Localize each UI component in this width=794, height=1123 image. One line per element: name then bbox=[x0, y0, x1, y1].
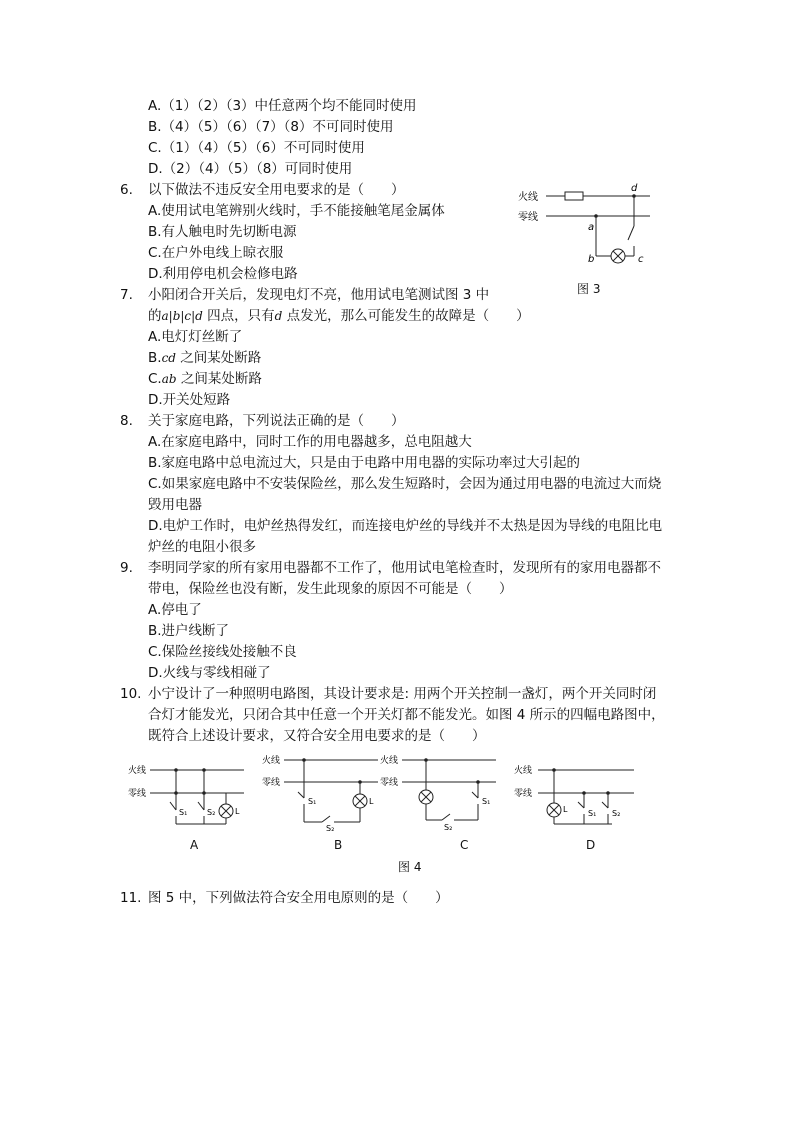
fig3-point-a: a bbox=[588, 222, 595, 233]
figure-4b-label: B bbox=[334, 838, 343, 852]
q7-option-a: A.电灯灯丝断了 bbox=[148, 329, 243, 345]
q7-option-b-var: cd bbox=[161, 351, 176, 365]
q8-option-b: B.家庭电路中总电流过大，只是由于电路中用电器的实际功率过大引起的 bbox=[148, 455, 581, 471]
figure-4b-circuit bbox=[260, 752, 380, 832]
q7-option-c-var: ab bbox=[161, 372, 177, 386]
q8-option-a: A.在家庭电路中，同时工作的用电器越多，总电阻越大 bbox=[148, 434, 472, 450]
figure-4d-circuit bbox=[512, 760, 636, 830]
fig4a-neutral-label: 零线 bbox=[128, 789, 147, 799]
q6-option-c: C.在户外电线上晾衣服 bbox=[148, 245, 284, 261]
q10-stem-line1: 小宁设计了一种照明电路图，其设计要求是: 用两个开关控制一盏灯，两个开关同时闭 bbox=[148, 686, 657, 702]
fig4b-s2-label: S₂ bbox=[326, 824, 335, 832]
figure-4d-label: D bbox=[586, 838, 596, 852]
fig3-point-c: c bbox=[638, 254, 644, 265]
q7-stem2-pre: 的 bbox=[148, 308, 162, 324]
fig4c-s2-label: S₂ bbox=[444, 823, 453, 832]
fig4d-s1-label: S₁ bbox=[588, 809, 597, 818]
q11-stem: 图 5 中，下列做法符合安全用电原则的是（ ） bbox=[148, 890, 449, 906]
q9-option-b: B.进户线断了 bbox=[148, 623, 230, 639]
fig4c-neutral-label: 零线 bbox=[380, 778, 399, 788]
fig4a-s1-label: S₁ bbox=[179, 808, 188, 817]
q9-stem-line2: 带电，保险丝也没有断，发生此现象的原因不可能是（ ） bbox=[148, 581, 513, 597]
fig4b-lamp-label: L bbox=[369, 797, 374, 806]
fig4d-s2-label: S₂ bbox=[612, 809, 621, 818]
q9-option-a: A.停电了 bbox=[148, 602, 202, 618]
q7-point-d: d bbox=[274, 309, 283, 323]
q10-stem-line3: 既符合上述设计要求，又符合安全用电要求的是（ ） bbox=[148, 728, 486, 744]
q7-stem-line2 bbox=[148, 306, 530, 326]
q8-option-d-line1: D.电炉工作时，电炉丝热得发红，而连接电炉丝的导线并不太热是因为导线的电阻比电 bbox=[148, 518, 663, 534]
q7-stem2-mid: 四点，只有 bbox=[202, 308, 275, 324]
fig4d-lamp-label: L bbox=[563, 805, 568, 814]
q7-stem2-post: 点发光，那么可能发生的故障是（ ） bbox=[282, 308, 530, 324]
fuse bbox=[565, 192, 583, 200]
q10-number: 10. bbox=[120, 686, 142, 702]
fig4c-live-label: 火线 bbox=[380, 756, 399, 766]
q5-option-d: D.（2）（4）（5）（8）可同时使用 bbox=[148, 161, 353, 177]
q6-option-b: B.有人触电时先切断电源 bbox=[148, 224, 297, 240]
q11-number: 11. bbox=[120, 890, 142, 906]
q5-option-c: C.（1）（4）（5）（6）不可同时使用 bbox=[148, 140, 365, 156]
q9-option-d: D.火线与零线相碰了 bbox=[148, 665, 271, 681]
figure-4c-label: C bbox=[460, 838, 469, 852]
fig4a-lamp-label: L bbox=[235, 807, 240, 816]
figure-3-circuit bbox=[510, 182, 660, 272]
fig4a-s2-label: S₂ bbox=[207, 808, 216, 817]
figure-4a-circuit bbox=[126, 760, 246, 830]
q7-stem-line1: 小阳闭合开关后，发现电灯不亮，他用试电笔测试图 3 中 bbox=[148, 287, 490, 303]
q6-option-d: D.利用停电机会检修电路 bbox=[148, 266, 298, 282]
fig3-point-d: d bbox=[631, 183, 638, 194]
fig4b-neutral-label: 零线 bbox=[262, 778, 281, 788]
fig3-point-b: b bbox=[588, 254, 595, 265]
q8-option-c-line1: C.如果家庭电路中不安装保险丝，那么发生短路时，会因为通过用电器的电流过大而烧 bbox=[148, 476, 662, 492]
q9-stem-line1: 李明同学家的所有家用电器都不工作了，他用试电笔检查时，发现所有的家用电器都不 bbox=[148, 560, 661, 576]
q7-points: a|b|c|d bbox=[161, 309, 203, 323]
q7-number: 7. bbox=[120, 287, 133, 303]
figure-4c-circuit bbox=[378, 752, 498, 832]
q7-option-c-post: 之间某处断路 bbox=[176, 371, 262, 387]
q5-option-a: A.（1）（2）（3）中任意两个均不能同时使用 bbox=[148, 98, 417, 114]
q6-option-a: A.使用试电笔辨别火线时，手不能接触笔尾金属体 bbox=[148, 203, 445, 219]
fig4b-live-label: 火线 bbox=[262, 756, 281, 766]
q7-option-d: D.开关处短路 bbox=[148, 392, 231, 408]
q5-option-b: B.（4）（5）（6）（7）（8）不可同时使用 bbox=[148, 119, 394, 135]
q6-number: 6. bbox=[120, 182, 133, 198]
q9-option-c: C.保险丝接线处接触不良 bbox=[148, 644, 297, 660]
q8-option-c-line2: 毁用电器 bbox=[148, 497, 202, 513]
q7-option-b-post: 之间某处断路 bbox=[175, 350, 262, 366]
q7-option-b bbox=[148, 348, 261, 368]
figure-3-caption: 图 3 bbox=[577, 282, 601, 296]
q8-option-d-line2: 炉丝的电阻小很多 bbox=[148, 539, 256, 555]
q8-stem: 关于家庭电路，下列说法正确的是（ ） bbox=[148, 413, 405, 429]
q7-option-c-pre: C. bbox=[148, 371, 162, 387]
fig4b-s1-label: S₁ bbox=[308, 797, 317, 806]
fig4d-live-label: 火线 bbox=[514, 766, 533, 776]
figure-4-caption: 图 4 bbox=[398, 860, 422, 874]
q6-stem: 以下做法不违反安全用电要求的是（ ） bbox=[148, 182, 405, 198]
q10-stem-line2: 合灯才能发光，只闭合其中任意一个开关灯都不能发光。如图 4 所示的四幅电路图中， bbox=[148, 707, 665, 723]
q7-option-c bbox=[148, 369, 262, 389]
fig4a-live-label: 火线 bbox=[128, 766, 147, 776]
q9-number: 9. bbox=[120, 560, 133, 576]
fig4c-s1-label: S₁ bbox=[482, 797, 491, 806]
fig3-neutral-label: 零线 bbox=[518, 212, 538, 223]
q8-number: 8. bbox=[120, 413, 133, 429]
fig4d-neutral-label: 零线 bbox=[514, 789, 533, 799]
figure-4a-label: A bbox=[190, 838, 199, 852]
q7-option-b-pre: B. bbox=[148, 350, 162, 366]
fig3-live-label: 火线 bbox=[518, 192, 538, 203]
